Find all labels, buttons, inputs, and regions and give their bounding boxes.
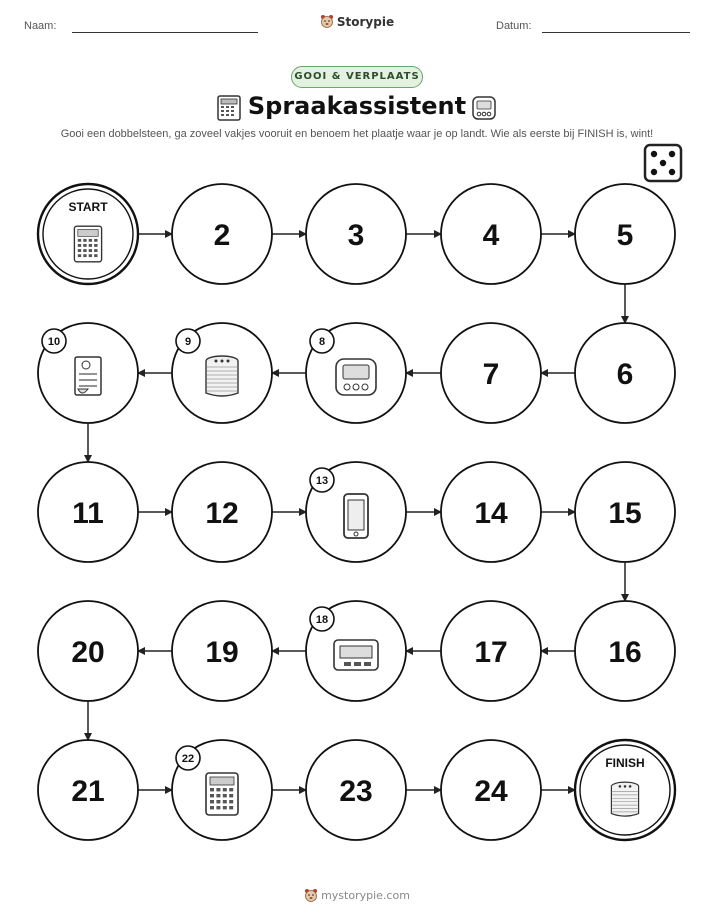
cell-number: 17 <box>474 636 508 669</box>
board-cell-22 <box>172 740 272 840</box>
board-cell-16 <box>575 601 675 701</box>
cell-number: 7 <box>482 358 500 391</box>
instructions: Gooi een dobbelsteen, ga zoveel vakjes vooruit en benoem het plaatje waar je op landt. Wie als eerste bij FINISH is, wint! <box>60 128 654 140</box>
cell-number: 12 <box>205 497 239 530</box>
date-label: Datum: <box>496 20 532 32</box>
board-cell-9 <box>172 323 272 423</box>
smartphone-icon <box>344 494 368 538</box>
smart-panel-icon <box>206 773 238 815</box>
board-cell-10 <box>38 323 138 423</box>
board-cell-23 <box>306 740 406 840</box>
cell-number: 6 <box>616 358 634 391</box>
start-label: START <box>68 200 108 214</box>
game-type-badge: GOOI & VERPLAATS <box>291 66 423 88</box>
cell-number: 15 <box>608 497 642 530</box>
board-cell-18 <box>306 601 406 701</box>
smart-speaker-icon <box>611 782 638 816</box>
board-cell-5 <box>575 184 675 284</box>
board-cell-20 <box>38 601 138 701</box>
cell-number: 4 <box>482 219 500 252</box>
finish-label: FINISH <box>605 756 645 770</box>
brand-name: Storypie <box>336 15 395 29</box>
recipe-card-icon <box>75 357 101 395</box>
bear-logo-icon <box>304 888 318 902</box>
cell-number: 21 <box>71 775 105 808</box>
cell-number: 19 <box>205 636 239 669</box>
cell-number: 24 <box>474 775 508 808</box>
start-cell <box>38 184 138 284</box>
cell-number: 10 <box>47 336 61 348</box>
page-title: Spraakassistent <box>247 92 467 120</box>
cell-number: 20 <box>71 636 105 669</box>
board-cell-6 <box>575 323 675 423</box>
cell-number: 13 <box>315 475 329 487</box>
name-label: Naam: <box>24 20 57 32</box>
cell-number: 3 <box>347 219 365 252</box>
footer-site[interactable]: mystorypie.com <box>321 889 410 902</box>
board-cell-11 <box>38 462 138 562</box>
board-cell-8 <box>306 323 406 423</box>
cell-number: 16 <box>608 636 642 669</box>
display-speaker-icon <box>336 359 376 395</box>
board-cell-14 <box>441 462 541 562</box>
board-cell-21 <box>38 740 138 840</box>
board-cell-19 <box>172 601 272 701</box>
finish-cell <box>575 740 675 840</box>
board-cell-7 <box>441 323 541 423</box>
cell-number: 5 <box>616 219 634 252</box>
board-cell-24 <box>441 740 541 840</box>
smart-panel-icon <box>74 226 101 262</box>
board-cell-12 <box>172 462 272 562</box>
cell-number: 14 <box>474 497 508 530</box>
cell-number: 8 <box>318 336 326 348</box>
board-cell-2 <box>172 184 272 284</box>
smart-speaker-icon <box>206 356 238 396</box>
cell-number: 11 <box>72 497 104 530</box>
board-cell-17 <box>441 601 541 701</box>
cell-number: 2 <box>213 219 231 252</box>
cell-number: 23 <box>339 775 373 808</box>
cell-number: 9 <box>184 336 192 348</box>
board-cell-13 <box>306 462 406 562</box>
cell-number: 18 <box>315 614 329 626</box>
footer <box>0 888 714 902</box>
board-cell-15 <box>575 462 675 562</box>
radio-device-icon <box>334 640 378 670</box>
cell-number: 22 <box>181 753 195 765</box>
board-cell-4 <box>441 184 541 284</box>
board-cell-3 <box>306 184 406 284</box>
